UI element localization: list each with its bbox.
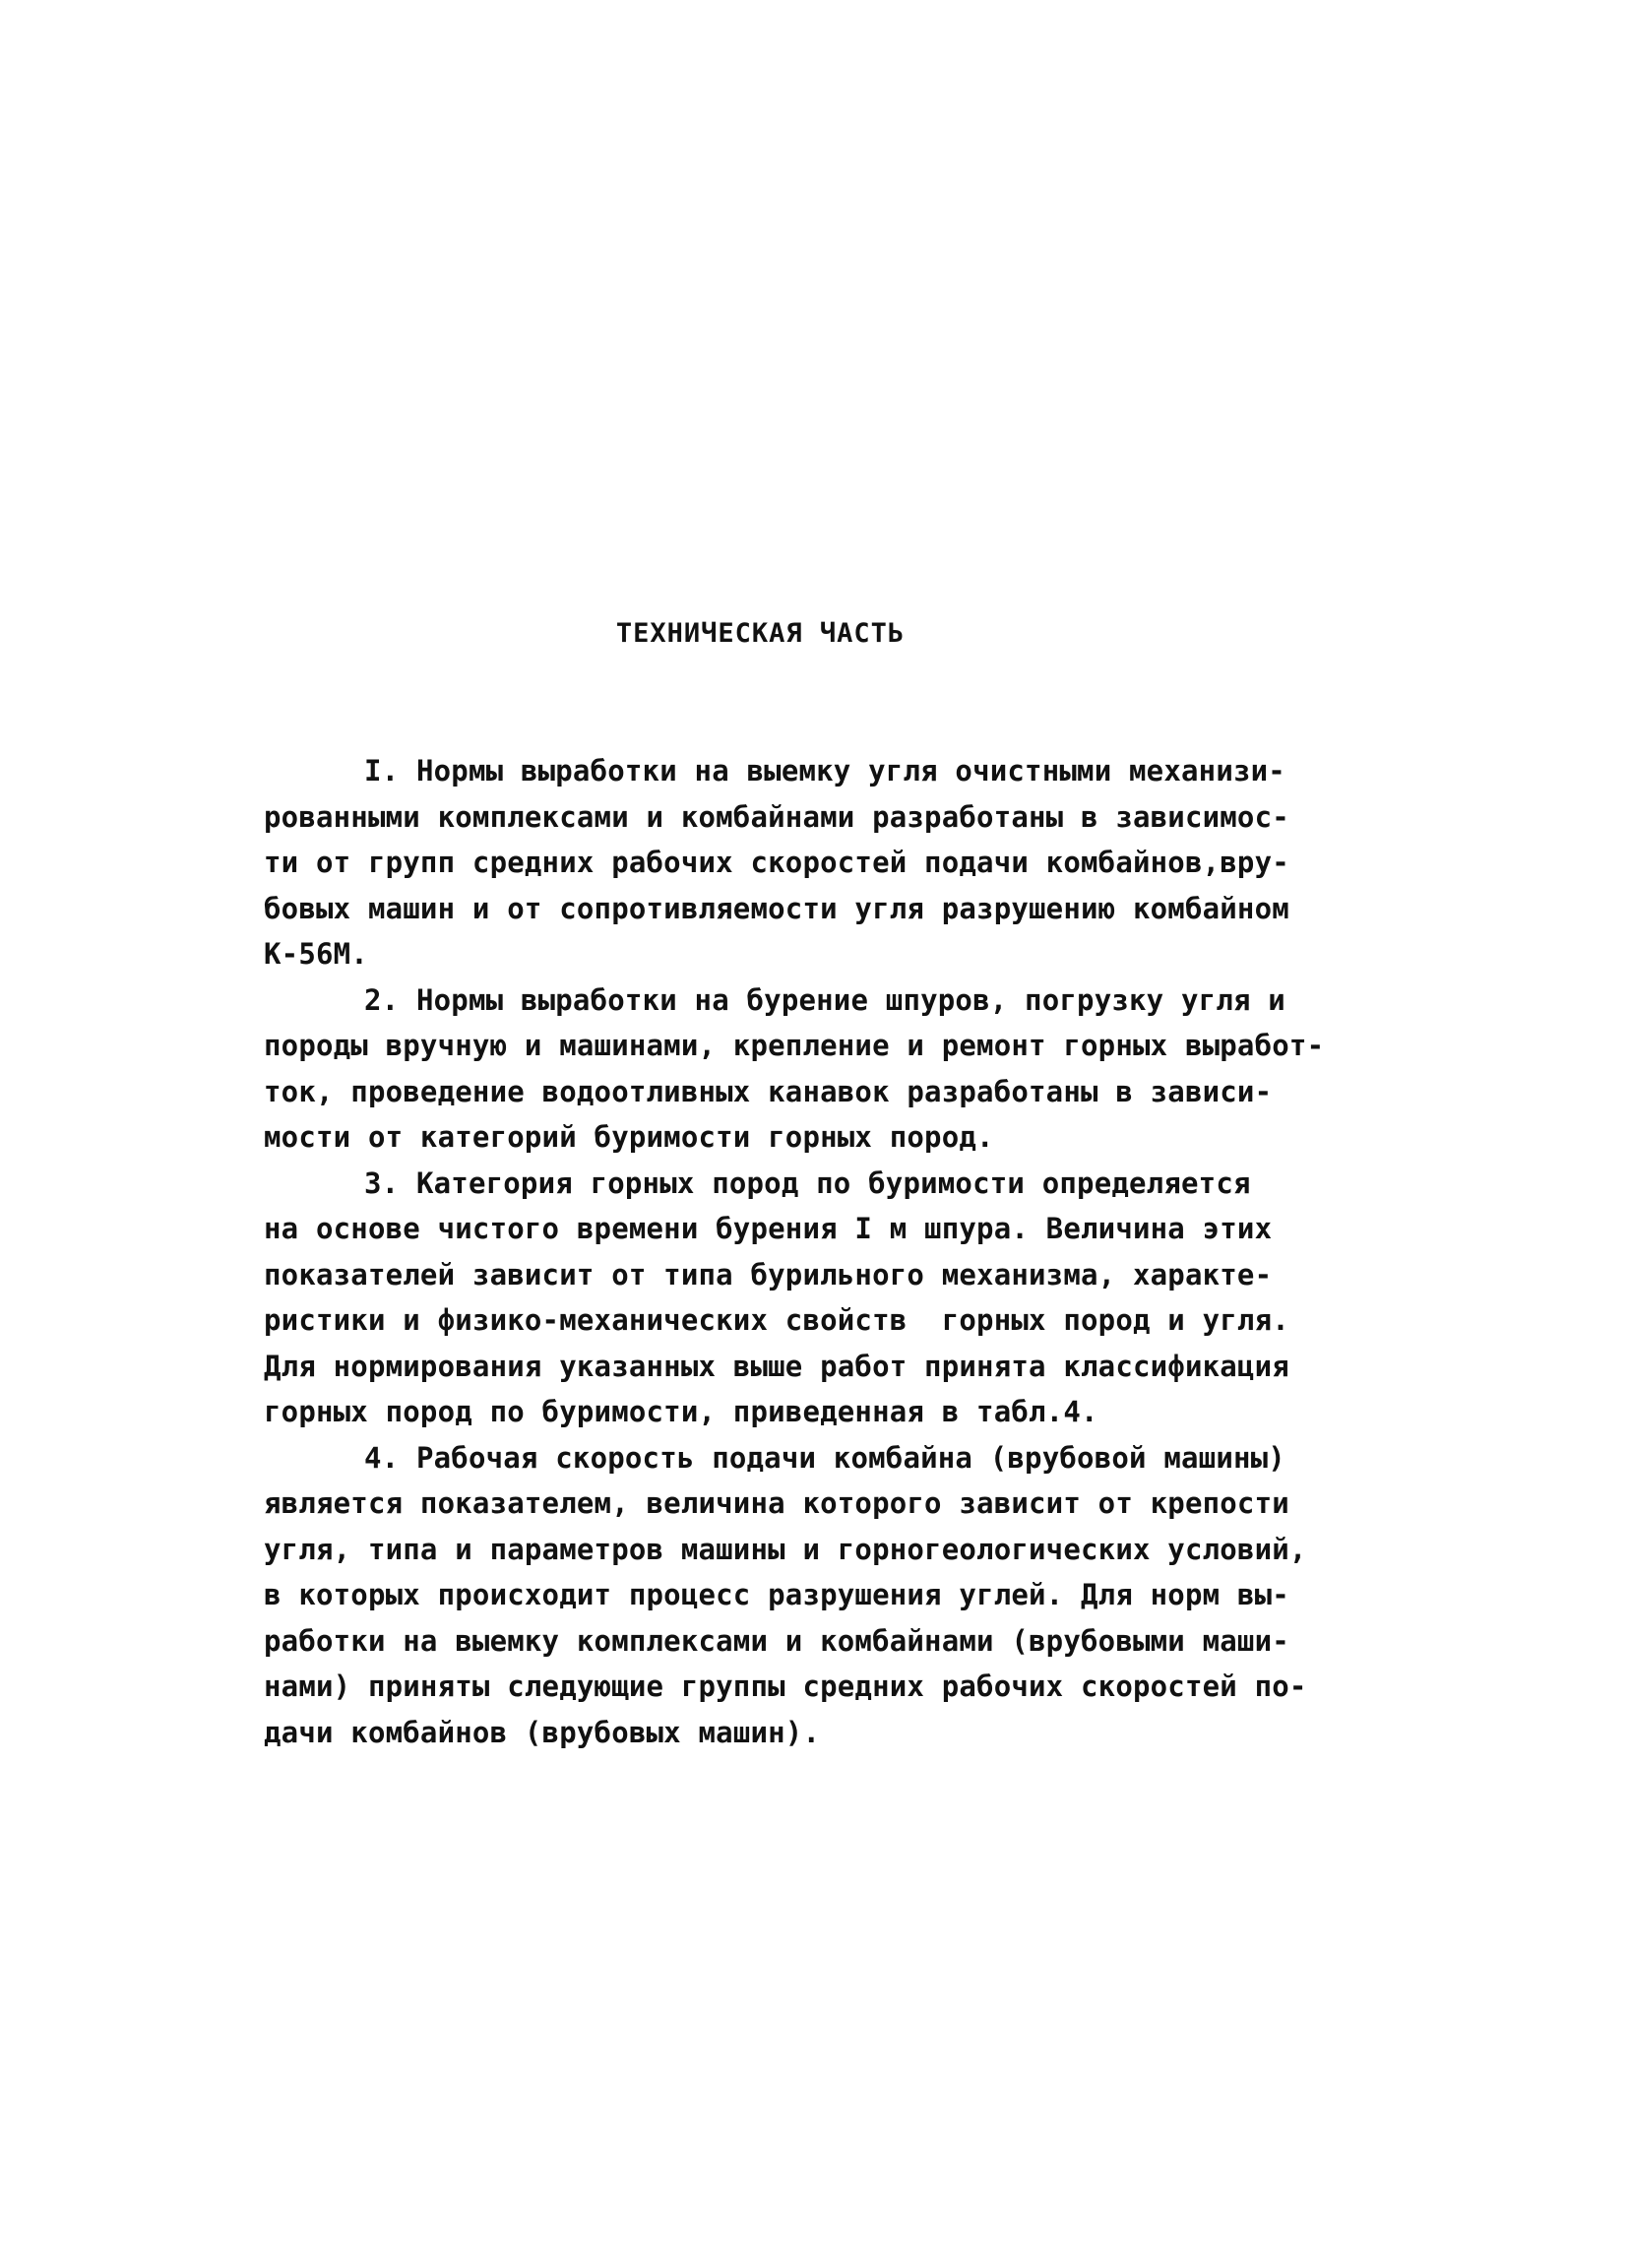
text-line: показателей зависит от типа бурильного механизма, характе- (264, 1257, 1273, 1292)
text-line: 3. Категория горных пород по буримости определяется (364, 1166, 1251, 1200)
text-line: нами) приняты следующие группы средних рабочих скоростей по- (264, 1670, 1307, 1703)
text-line: дачи комбайнов (врубовых машин). (264, 1715, 821, 1749)
text-line: Для нормирования указанных выше работ принята классификация (264, 1349, 1289, 1383)
text-line: является показателем, величина которого зависит от крепости (264, 1486, 1289, 1520)
text-line: рованными комплексами и комбайнами разработаны в зависимос- (264, 799, 1289, 834)
body-text (264, 748, 1406, 1755)
text-line: горных пород по буримости, приведенная в табл.4. (264, 1395, 1098, 1428)
text-line: мости от категорий буримости горных пород. (264, 1120, 994, 1154)
text-line: бовых машин и от сопротивляемости угля разрушению комбайном (264, 891, 1289, 925)
text-line: работки на выемку комплексами и комбайнами (врубовыми маши- (264, 1623, 1289, 1658)
page-title: ТЕХНИЧЕСКАЯ ЧАСТЬ (615, 618, 906, 649)
text-line: ти от групп средних рабочих скоростей подачи комбайнов,вру- (264, 846, 1289, 879)
text-line: ток, проведение водоотливных канавок разработаны в зависи- (264, 1074, 1273, 1108)
text-line: 2. Нормы выработки на бурение шпуров, погрузку угля и (364, 982, 1285, 1017)
text-line: I. Нормы выработки на выемку угля очистными механизи- (364, 754, 1285, 788)
text-line: ристики и физико-механических свойств горных пород и угля. (264, 1303, 1289, 1337)
text-line: в которых происходит процесс разрушения углей. Для норм вы- (264, 1578, 1289, 1611)
text-line: 4. Рабочая скорость подачи комбайна (врубовой машины) (364, 1440, 1285, 1475)
text-line: К-56М. (264, 937, 368, 971)
text-line: на основе чистого времени бурения I м шпура. Величина этих (264, 1212, 1273, 1245)
text-line: угля, типа и параметров машины и горногеологических условий, (264, 1532, 1307, 1566)
text-line: породы вручную и машинами, крепление и ремонт горных выработ- (264, 1029, 1325, 1062)
